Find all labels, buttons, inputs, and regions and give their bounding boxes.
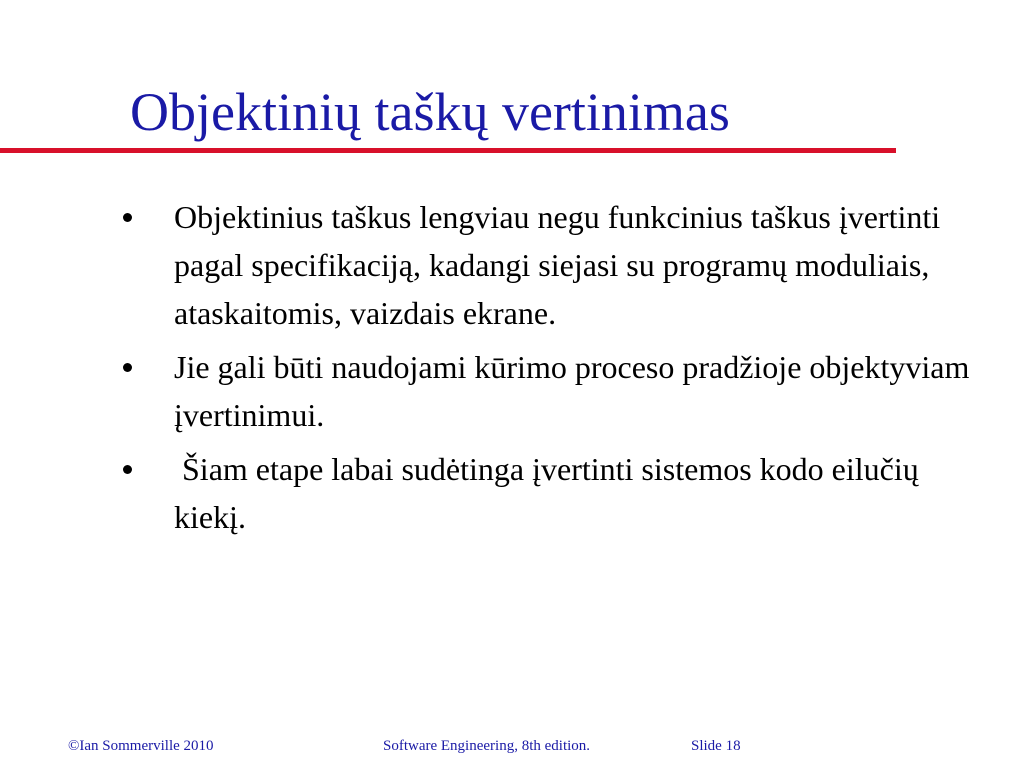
bullet-item — [118, 193, 998, 337]
bullet-list — [118, 193, 998, 547]
bullet-text: Jie gali būti naudojami kūrimo proceso pradžioje objektyviam įvertinimui. — [174, 349, 978, 433]
bullet-dot-icon — [123, 363, 132, 372]
bullet-text: Šiam etape labai sudėtinga įvertinti sistemos kodo eilučių kiekį. — [174, 451, 927, 535]
bullet-text: Objektinius taškus lengviau negu funkcinius taškus įvertinti pagal specifikaciją, kadangi siejasi su programų moduliais, ataskaitomis, vaizdais ekrane. — [174, 199, 949, 331]
title-underline — [0, 148, 896, 153]
bullet-dot-icon — [123, 465, 132, 474]
bullet-item — [118, 343, 998, 439]
bullet-item — [118, 445, 998, 541]
slide-title: Objektinių taškų vertinimas — [130, 82, 730, 142]
footer-copyright: ©Ian Sommerville 2010 — [68, 738, 214, 754]
bullet-dot-icon — [123, 213, 132, 222]
footer-slide-number: Slide 18 — [691, 738, 741, 754]
footer-book-title: Software Engineering, 8th edition. — [383, 738, 591, 754]
